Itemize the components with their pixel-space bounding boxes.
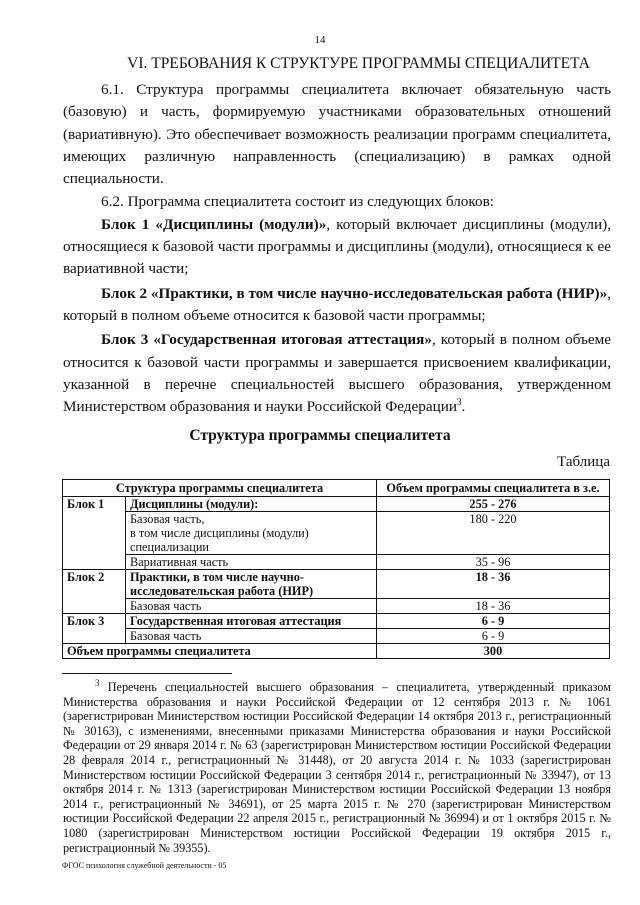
table-row [63,599,610,614]
block-2-label: Блок 2 [63,570,126,614]
block-2-text: , который в полном объеме относится к базовой части программы; [63,284,611,324]
footnote-text: Перечень специальностей высшего образования – специалитета, утвержденный приказом Министерства образования и науки Российской Федерации от 12 сентября 2013 г. № 1061 (зарегистрирован Министерством юстиции Российской Федерации 14 октября 2013 г., регистрационный № 30163), с изменениями, внесенными приказами Министерства образования и науки Российской Федерации от 29 января 2014 г. № 63 (зарегистрирован Министерством юстиции Российской Федерации 28 февраля 2014 г., регистрационный № 31448), от 20 августа 2014 г. № 1033 (зарегистрирован Министерством юстиции Российской Федерации 3 сентября 2014 г., регистрационный № 33947), от 13 октября 2014 г. № 1313 (зарегистрирован Министерством юстиции Российской Федерации 13 ноября 2014 г., регистрационный № 34691), от 25 марта 2015 г. № 270 (зарегистрирован Министерством юстиции Российской Федерации 22 апреля 2015 г., регистрационный № 36994) и от 1 октября 2015 г. № 1080 (зарегистрирован Министерством юстиции Российской Федерации 19 октября 2015 г., регистрационный № 39355). [63,680,611,855]
table-header-row [63,480,610,497]
footer-note: ФГОС психология служебной деятельности - 05 [62,861,227,870]
table-title: Структура программы специалитета [189,427,451,444]
footnote-paragraph [63,677,611,855]
table-row [63,570,610,599]
total-label: Объем программы специалитета [63,644,377,659]
block-2-title: Блок 2 «Практики, в том числе научно-исследовательская работа (НИР)» [101,284,608,302]
paragraph-6-1: 6.1. Структура программы специалитета включает обязательную часть (базовую) и часть, формируемую участниками образовательных отношений (вариативную). Это обеспечивает возможность реализации программ специалитета, имеющих различную направленность (специализацию) в рамках одной специальности. [63,81,611,188]
block-2-base: Базовая часть [126,599,377,614]
main-body [63,79,611,418]
paragraph-block-2 [63,283,611,328]
block-3-title: Блок 3 «Государственная итоговая аттестация» [101,331,432,349]
table-row [63,629,610,644]
block-1-base [126,512,377,555]
block-1-label: Блок 1 [63,497,126,570]
header-structure: Структура программы специалитета [63,480,377,497]
block-1-text: , который включает дисциплины (модули), относящиеся к базовой части программы и дисциплины (модули), относящиеся к ее вариативной части; [63,215,611,278]
table-row [63,555,610,570]
block-1-variative-value: 35 - 96 [377,555,610,570]
block-3-name: Государственная итоговая аттестация [126,614,377,629]
program-structure-table [62,479,610,659]
header-volume: Объем программы специалитета в з.е. [377,480,610,497]
block-3-base-value: 6 - 9 [377,629,610,644]
paragraph-block-3 [63,329,611,418]
table-row [63,497,610,512]
block-1-name: Дисциплины (модули): [126,497,377,512]
table-total-row [63,644,610,659]
block-1-title: Блок 1 «Дисциплины (модули)» [101,215,327,233]
total-value: 300 [377,644,610,659]
paragraph-block-1 [63,214,611,281]
block-3-base: Базовая часть [126,629,377,644]
paragraph-6-2: 6.2. Программа специалитета состоит из следующих блоков: [101,193,494,211]
block-1-base-value: 180 - 220 [377,512,610,555]
block-2-name-line-2: исследовательская работа (НИР) [130,584,314,598]
block-1-base-line-3: специализации [130,540,209,554]
block-3-text: , который в полном объеме относится к базовой части программы и завершается присвоением квалификации, указанной в перечне специальностей высшего образования, утвержденном Министерством образования и науки Российской Федерации [63,331,611,416]
block-2-total: 18 - 36 [377,570,610,599]
block-2-name-line-1: Практики, в том числе научно- [130,570,304,584]
footnote-marker: 3 [95,677,100,688]
block-2-name [126,570,377,599]
table-row [63,512,610,555]
footnote [63,677,611,855]
block-1-variative: Вариативная часть [126,555,377,570]
block-1-base-line-2: в том числе дисциплины (модули) [130,526,309,540]
footnote-divider [62,673,232,674]
block-3-total: 6 - 9 [377,614,610,629]
block-3-end: . [461,398,466,416]
section-heading: VI. ТРЕБОВАНИЯ К СТРУКТУРЕ ПРОГРАММЫ СПЕЦИАЛИТЕТА [127,55,590,72]
table-row [63,614,610,629]
footnote-reference: 3 [456,397,462,408]
block-1-total: 255 - 276 [377,497,610,512]
block-3-label: Блок 3 [63,614,126,644]
block-2-base-value: 18 - 36 [377,599,610,614]
table-caption: Таблица [557,454,610,470]
block-1-base-line-1: Базовая часть, [130,512,205,526]
page-number: 14 [314,34,326,46]
